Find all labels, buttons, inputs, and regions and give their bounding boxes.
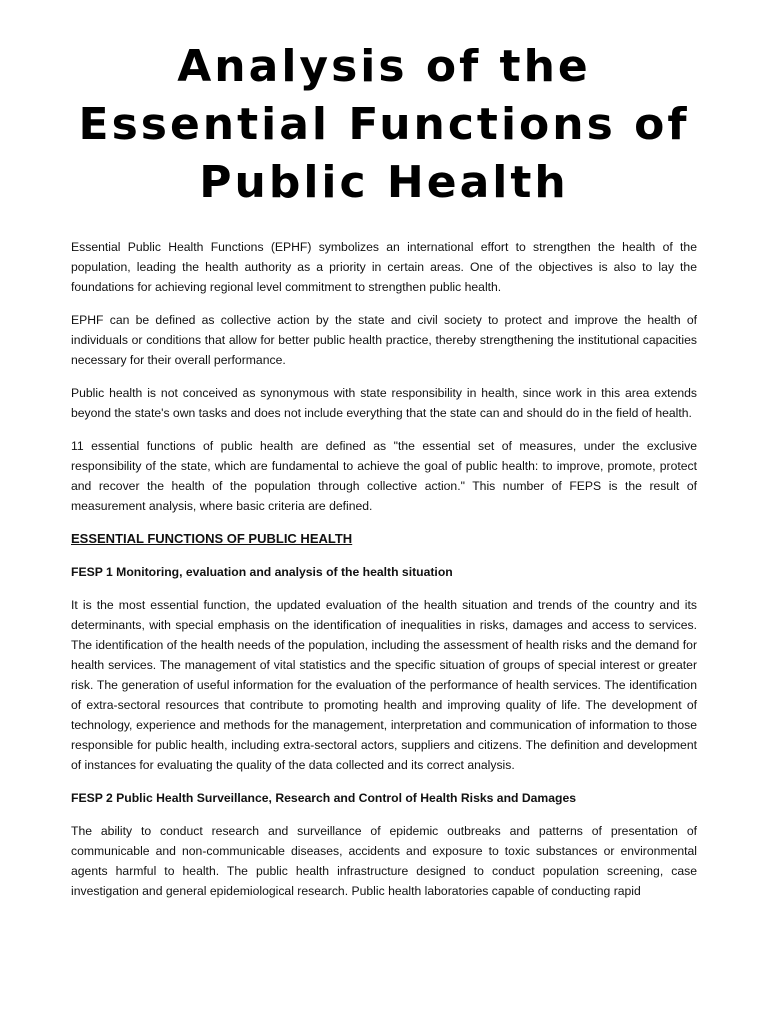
title-line-1: Analysis of the xyxy=(177,41,591,92)
intro-paragraph-3: Public health is not conceived as synonymous with state responsibility in health, since work in this area extends beyond the state's own tasks and does not include everything that the state can and should do in the field of health. xyxy=(71,386,697,420)
title-line-3: Public Health xyxy=(199,157,569,208)
document-title xyxy=(40,38,728,212)
intro-paragraph-2: EPHF can be defined as collective action by the state and civil society to protect and improve the health of individuals or conditions that allow for better public health practice, thereby strengthening the institutional capacities necessary for their overall performance. xyxy=(71,313,697,367)
intro-paragraph-1: Essential Public Health Functions (EPHF) symbolizes an international effort to strengthen the health of the population, leading the health authority as a priority in certain areas. One of the objectives is also to lay the foundations for achieving regional level commitment to strengthen public health. xyxy=(71,240,697,294)
fesp2-paragraph: The ability to conduct research and surveillance of epidemic outbreaks and patterns of presentation of communicable and non-communicable diseases, accidents and exposure to toxic substances or environmental agents harmful to health. The public health infrastructure designed to conduct population screening, case investigation and general epidemiological research. Public health laboratories capable of conducting rapid xyxy=(71,824,697,898)
section-heading: ESSENTIAL FUNCTIONS OF PUBLIC HEALTH xyxy=(71,531,353,546)
fesp1-paragraph: It is the most essential function, the updated evaluation of the health situation and trends of the country and its determinants, with special emphasis on the identification of inequalities in risks, damages and access to services. The identification of the health needs of the population, including the assessment of health risks and the demand for health services. The management of vital statistics and the specific situation of groups of special interest or greater risk. The generation of useful information for the evaluation of the performance of health services. The identification of extra-sectoral resources that contribute to promoting health and improving quality of life. The development of technology, experience and methods for the management, interpretation and communication of information to those responsible for public health, including extra-sectoral actors, suppliers and citizens. The definition and development of instances for evaluating the quality of the data collected and its correct analysis. xyxy=(71,598,697,772)
fesp2-heading: FESP 2 Public Health Surveillance, Research and Control of Health Risks and Damages xyxy=(71,791,577,805)
document-body xyxy=(71,237,697,914)
fesp1-heading: FESP 1 Monitoring, evaluation and analysis of the health situation xyxy=(71,565,453,579)
title-line-2: Essential Functions of xyxy=(78,99,690,150)
intro-paragraph-4: 11 essential functions of public health are defined as "the essential set of measures, under the exclusive responsibility of the state, which are fundamental to achieve the goal of public health: to improve, promote, protect and recover the health of the population through collective action." This number of FEPS is the result of measurement analysis, where basic criteria are defined. xyxy=(71,439,697,513)
